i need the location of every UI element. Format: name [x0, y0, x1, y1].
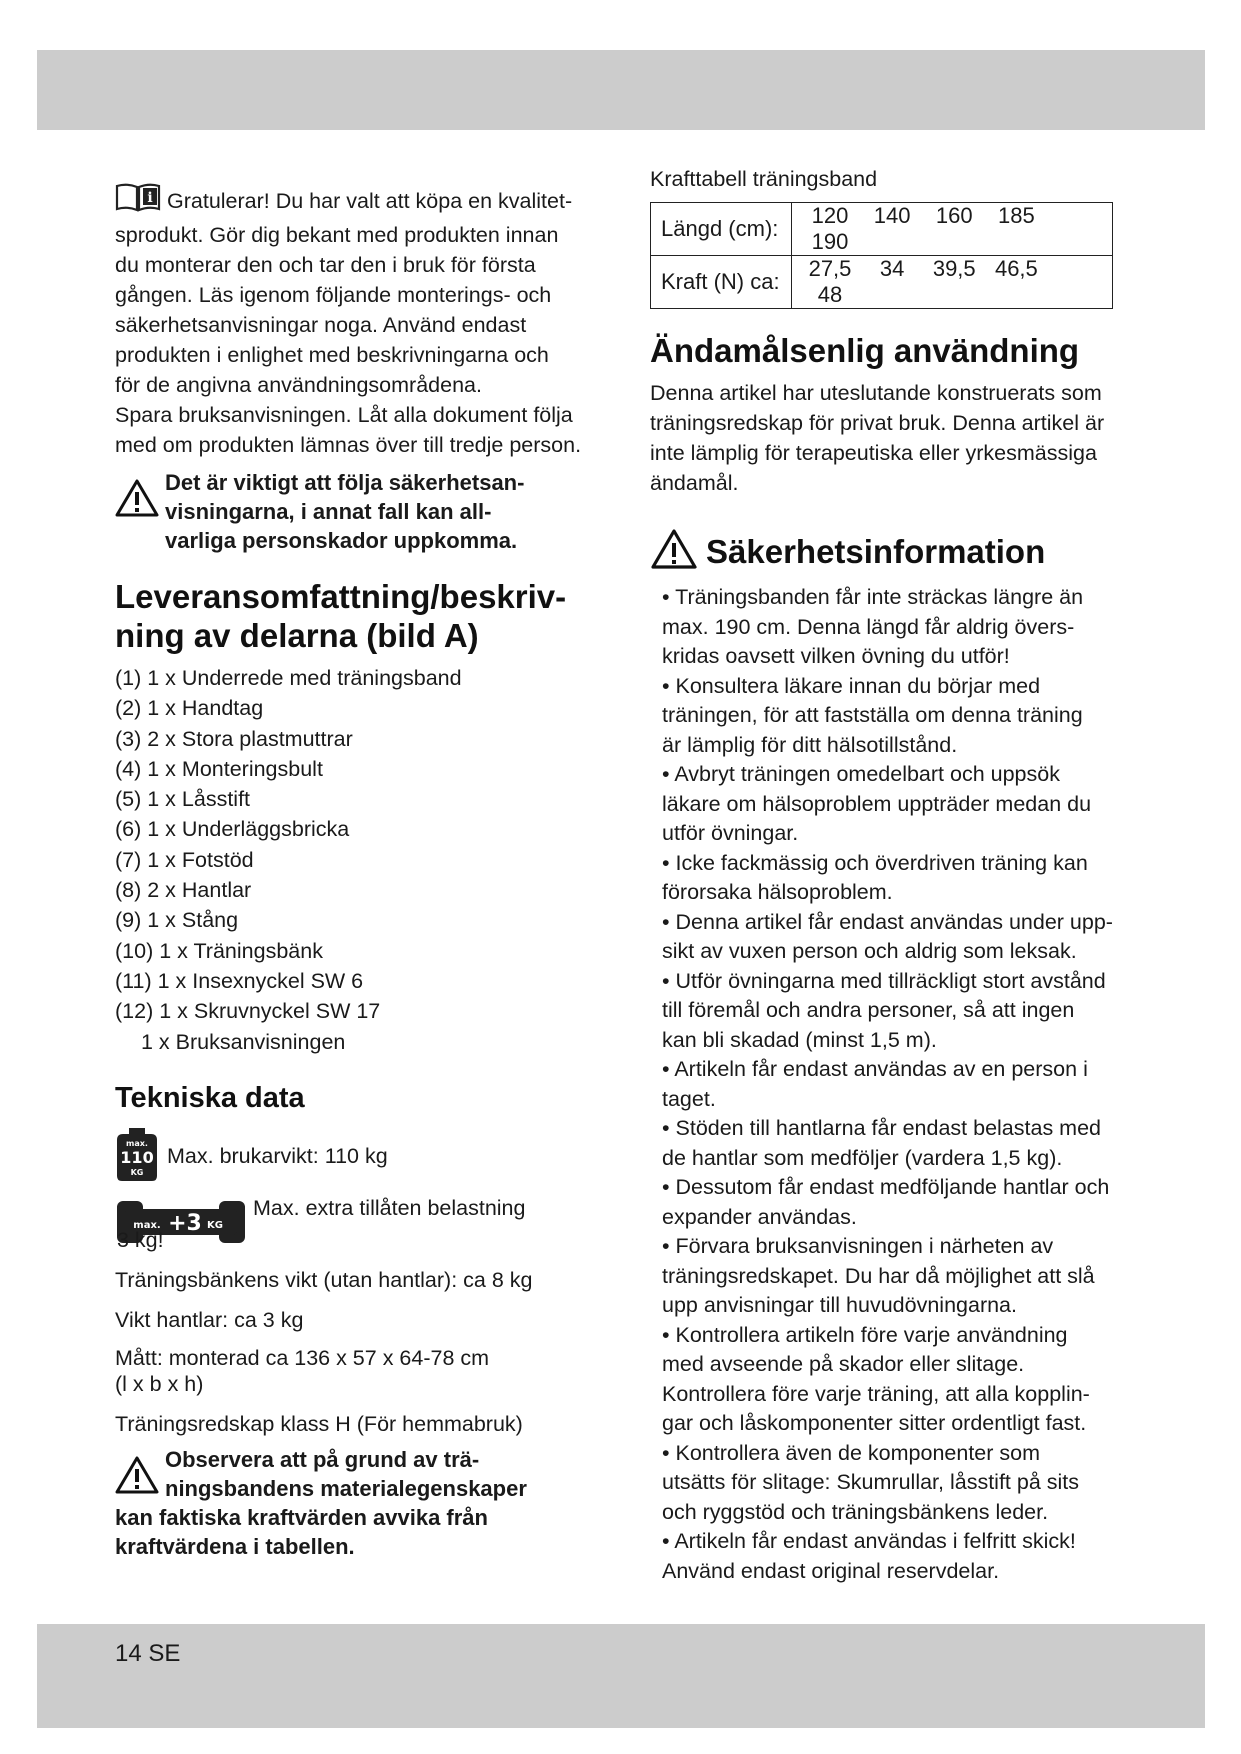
table-value: 46,5 [994, 256, 1038, 281]
list-item: (8) 2 x Hantlar [115, 878, 252, 903]
list-item: (2) 1 x Handtag [115, 696, 264, 721]
table-value: 120 [811, 203, 849, 228]
list-item-line: • Dessutom får endast medföljande hantlar och [662, 1175, 1110, 1199]
safety-list [650, 583, 1120, 1586]
extra-icon-value: +3 [168, 1210, 202, 1236]
force-values-warning-cont [115, 1503, 595, 1561]
list-item [650, 1232, 1120, 1321]
warning-triangle-icon [115, 478, 159, 525]
list-item-line: • Förvara bruksanvisningen i närheten av [662, 1234, 1054, 1258]
list-item-line: kridas oavsett vilken övning du utför! [662, 644, 1010, 668]
list-item-line: de hantlar som medföljer (vardera 1,5 kg). [662, 1145, 1063, 1170]
max-weight-text: Max. brukarvikt: 110 kg [167, 1144, 388, 1169]
bench-weight: Träningsbänkens vikt (utan hantlar): ca 8 kg [115, 1267, 533, 1292]
list-item-line: kan bli skadad (minst 1,5 m). [662, 1027, 937, 1052]
list-item-line: • Kontrollera även de komponenter som [662, 1440, 1041, 1465]
list-item-line: • Kontrollera artikeln före varje användning [662, 1322, 1068, 1347]
list-item: (3) 2 x Stora plastmuttrar [115, 726, 353, 751]
list-item-line: • Träningsbanden får inte sträckas längre än [662, 585, 1084, 609]
list-item: (5) 1 x Låsstift [115, 787, 251, 812]
list-item [650, 908, 1120, 967]
list-item [650, 760, 1120, 849]
list-item-line: max. 190 cm. Denna längd får aldrig övers- [662, 614, 1075, 639]
right-column [650, 164, 1120, 1586]
intended-use-heading: Ändamålsenlig användning [650, 332, 1080, 369]
safety-warning-notice [115, 468, 595, 555]
list-item-line: och ryggstöd och träningsbänkens leder. [662, 1499, 1049, 1524]
list-item-line: träningsredskapet. Du har då möjlighet att slå [662, 1263, 1095, 1288]
weight-110kg-icon [115, 1126, 159, 1187]
list-item-line: • Stöden till hantlarna får endast belastas med [662, 1116, 1101, 1140]
list-item-line: • Konsultera läkare innan du börjar med [662, 673, 1041, 698]
weight-icon-unit: KG [130, 1167, 144, 1177]
list-item [650, 1173, 1120, 1232]
intro-line: du monterar den och tar den i bruk för första [115, 253, 536, 277]
warning-line: Det är viktigt att följa säkerhetsan- [165, 470, 525, 495]
list-item: (12) 1 x Skruvnyckel SW 17 [115, 999, 381, 1024]
weight-icon-value: 110 [120, 1147, 154, 1167]
list-item: (6) 1 x Underläggsbricka [115, 817, 350, 842]
table-value: 48 [817, 282, 843, 307]
force-values-warning [115, 1445, 595, 1503]
equipment-class: Träningsredskap klass H (För hemmabruk) [115, 1411, 523, 1436]
list-item-line: sikt av vuxen person och aldrig som leksak. [662, 939, 1077, 963]
list-item-line: • Utför övningarna med tillräckligt stort avstånd [662, 968, 1106, 993]
extra-load-row [115, 1193, 595, 1255]
table-value: 185 [998, 203, 1035, 228]
intended-use-paragraph [650, 378, 1120, 498]
extra-icon-label: max. [133, 1219, 161, 1231]
list-item: (4) 1 x Monteringsbult [115, 756, 323, 781]
warning-line: kan faktiska kraftvärden avvika från [115, 1504, 488, 1530]
table-value: 27,5 [808, 256, 852, 281]
book-info-icon [115, 182, 161, 220]
list-item-line: • Icke fackmässig och överdriven träning kan [662, 850, 1088, 875]
dumbbell-weight: Vikt hantlar: ca 3 kg [115, 1307, 304, 1332]
intro-paragraph [115, 182, 595, 460]
table-row [651, 256, 1113, 309]
extra-load-text-2: 3 kg! [117, 1227, 164, 1252]
intro-line: med om produkten lämnas över till tredje person. [115, 433, 582, 457]
table-row [651, 203, 1113, 256]
table-value: 39,5 [932, 256, 976, 281]
list-item [650, 967, 1120, 1056]
header-band [37, 50, 1205, 130]
warning-triangle-icon [650, 528, 698, 575]
list-item-line: med avseende på skador eller slitage. [662, 1352, 1025, 1376]
table-value: 190 [811, 229, 849, 254]
scope-heading [115, 577, 595, 655]
table-cell-label: Längd (cm): [651, 203, 792, 256]
list-item [650, 849, 1120, 908]
list-item-line: • Avbryt träningen omedelbart och uppsök [662, 762, 1060, 786]
list-item: (10) 1 x Träningsbänk [115, 938, 323, 963]
safety-heading-row [650, 528, 1120, 575]
page-number: 14 SE [115, 1640, 181, 1667]
list-item: 1 x Bruksanvisningen [141, 1029, 346, 1054]
safety-heading: Säkerhetsinformation [706, 533, 1046, 570]
dimensions [115, 1345, 595, 1397]
list-item-line: • Artikeln får endast användas i felfritt skick! [662, 1529, 1076, 1553]
max-weight-row [115, 1126, 595, 1187]
table-cell-values [792, 203, 1113, 256]
list-item-line: utsätts för slitage: Skumrullar, låsstift på sits [662, 1470, 1080, 1494]
table-value: 160 [935, 203, 973, 228]
table-cell-values [792, 256, 1113, 309]
list-item [650, 1439, 1120, 1528]
dimensions-line: Mått: monterad ca 136 x 57 x 64-78 cm [115, 1345, 490, 1370]
list-item-line: • Denna artikel får endast användas under upp- [662, 909, 1113, 934]
warning-line: kraftvärdena i tabellen. [115, 1533, 355, 1559]
list-item [650, 1321, 1120, 1439]
list-item-line: till föremål och andra personer, så att ingen [662, 998, 1075, 1022]
intended-use-line: ändamål. [650, 471, 739, 495]
svg-text:i: i [147, 190, 153, 206]
intro-line: produkten i enlighet med beskrivningarna och [115, 343, 549, 367]
list-item-line: utför övningar. [662, 821, 799, 845]
extra-icon-unit: KG [207, 1219, 223, 1231]
scope-heading-line: Leveransomfattning/beskriv- [115, 578, 567, 615]
warning-line: varliga personskador uppkomma. [165, 528, 518, 553]
left-column [115, 182, 595, 1561]
list-item: (9) 1 x Stång [115, 908, 239, 933]
warning-triangle-icon [115, 1455, 159, 1502]
intro-line: säkerhetsanvisningar noga. Använd endast [115, 313, 527, 337]
table-value: 34 [879, 256, 905, 281]
extra-load-text: Max. extra tillåten belastning [253, 1195, 526, 1220]
list-item [650, 1527, 1120, 1586]
list-item-line: Kontrollera före varje träning, att alla kopplin- [662, 1381, 1090, 1406]
scope-heading-line: ning av delarna (bild A) [115, 617, 479, 654]
warning-line: Observera att på grund av trä- [165, 1446, 480, 1472]
list-item [650, 583, 1120, 672]
list-item-line: taget. [662, 1086, 716, 1111]
list-item: (1) 1 x Underrede med träningsband [115, 666, 462, 690]
list-item [650, 1055, 1120, 1114]
intro-line: sprodukt. Gör dig bekant med produkten innan [115, 223, 559, 247]
intro-congrats: Gratulerar! Du har valt att köpa en kvalitet- [167, 189, 573, 213]
warning-line: ningsbandens materialegenskaper [165, 1475, 527, 1501]
weight-icon-top: max. [126, 1138, 148, 1148]
list-item: (7) 1 x Fotstöd [115, 847, 254, 872]
list-item-line: upp anvisningar till huvudövningarna. [662, 1293, 1017, 1317]
list-item-line: förorsaka hälsoproblem. [662, 880, 893, 904]
table-value: 140 [873, 203, 911, 228]
list-item-line: Använd endast original reservdelar. [662, 1558, 1000, 1583]
dimensions-line: (l x b x h) [115, 1371, 204, 1396]
parts-list [115, 663, 595, 1057]
intro-line: Spara bruksanvisningen. Låt alla dokument följa [115, 403, 573, 427]
list-item [650, 1114, 1120, 1173]
list-item-line: är lämplig för ditt hälsotillstånd. [662, 732, 958, 757]
intended-use-line: Denna artikel har uteslutande konstruerats som [650, 381, 1102, 405]
intro-line: för de angivna användningsområdena. [115, 373, 482, 397]
warning-line: visningarna, i annat fall kan all- [165, 499, 492, 524]
list-item-line: läkare om hälsoproblem uppträder medan du [662, 791, 1092, 816]
footer-band [37, 1624, 1205, 1728]
list-item-line: träningen, för att fastställa om denna träning [662, 703, 1083, 727]
intended-use-line: inte lämplig för terapeutiska eller yrkesmässiga [650, 441, 1097, 465]
list-item-line: • Artikeln får endast användas av en person i [662, 1057, 1088, 1081]
list-item [650, 672, 1120, 761]
tech-data-heading: Tekniska data [115, 1081, 305, 1114]
list-item: (11) 1 x Insexnyckel SW 6 [115, 968, 364, 993]
table-cell-label: Kraft (N) ca: [651, 256, 792, 309]
intended-use-line: träningsredskap för privat bruk. Denna artikel är [650, 411, 1105, 435]
force-table [650, 202, 1113, 309]
list-item-line: expander användas. [662, 1204, 857, 1229]
list-item-line: gar och låskomponenter sitter ordentligt fast. [662, 1411, 1087, 1435]
intro-line: gången. Läs igenom följande monterings- och [115, 283, 552, 307]
force-table-caption: Krafttabell träningsband [650, 167, 878, 191]
